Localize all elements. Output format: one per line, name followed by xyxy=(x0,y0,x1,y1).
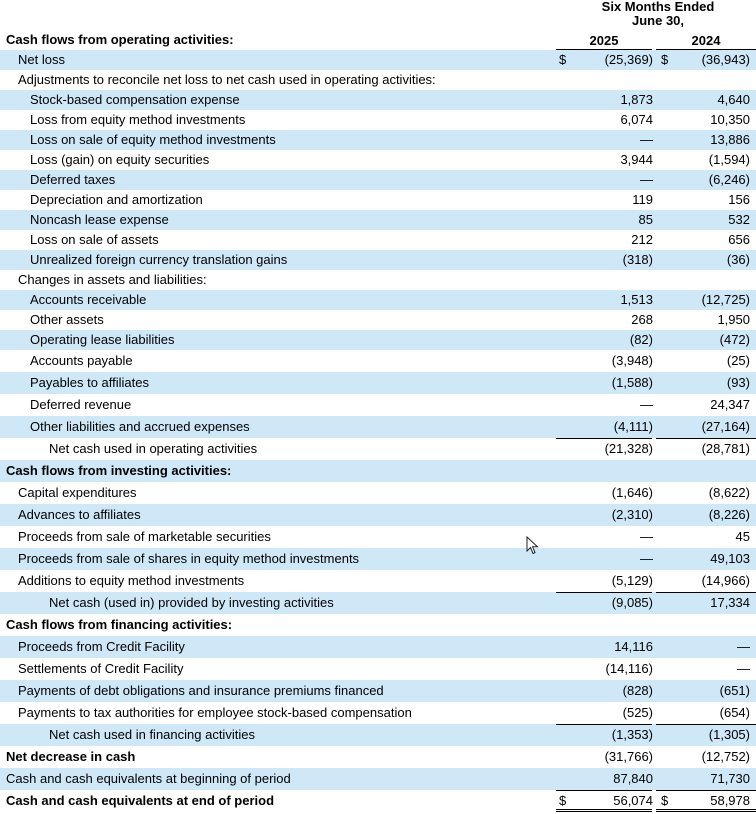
value-2025: 1,513 xyxy=(620,292,653,307)
table-row xyxy=(0,230,756,250)
value-2024: 4,640 xyxy=(717,92,750,107)
row-label: Net loss xyxy=(18,52,65,67)
value-2024: (28,781) xyxy=(701,441,750,456)
value-2025: (2,310) xyxy=(611,507,653,522)
value-2025: (82) xyxy=(629,332,653,347)
row-label: Settlements of Credit Facility xyxy=(18,661,184,676)
row-label: Net cash used in financing activities xyxy=(49,727,255,742)
value-2025: 3,944 xyxy=(620,152,653,167)
value-2024: (36,943) xyxy=(701,52,750,67)
table-row xyxy=(0,310,756,330)
row-label: Proceeds from sale of marketable securities xyxy=(18,529,271,544)
value-2024: 1,950 xyxy=(717,312,750,327)
value-2024: (472) xyxy=(719,332,750,347)
row-label: Depreciation and amortization xyxy=(30,192,203,207)
value-2025: 14,116 xyxy=(614,639,653,654)
table-row xyxy=(0,526,756,548)
table-row xyxy=(0,170,756,190)
value-2024: (651) xyxy=(719,683,750,698)
currency-symbol: $ xyxy=(559,52,567,67)
value-2025: (4,111) xyxy=(613,419,653,434)
table-row xyxy=(0,350,756,372)
cell-border-2024 xyxy=(656,460,756,482)
row-label: Cash and cash equivalents at beginning of period xyxy=(6,771,291,786)
table-row xyxy=(0,394,756,416)
value-2025: (14,116) xyxy=(605,661,653,676)
value-2025: (31,766) xyxy=(604,749,653,764)
table-row xyxy=(0,270,756,290)
table-row xyxy=(0,190,756,210)
currency-symbol: $ xyxy=(661,52,669,67)
row-label: Payments to tax authorities for employee stock-based compensation xyxy=(18,705,412,720)
row-label: Changes in assets and liabilities: xyxy=(18,272,207,287)
cell-border-2025 xyxy=(556,548,652,570)
row-label: Stock-based compensation expense xyxy=(30,92,240,107)
value-2024: (654) xyxy=(719,705,750,720)
row-label: Net cash (used in) provided by investing activities xyxy=(49,595,334,610)
value-2024: (12,725) xyxy=(701,292,750,307)
row-label: Cash flows from financing activities: xyxy=(6,617,233,632)
value-2024: (27,164) xyxy=(701,419,750,434)
value-2024: (8,622) xyxy=(708,485,750,500)
value-2024: (1,305) xyxy=(708,727,750,742)
value-2024: (25) xyxy=(726,353,750,368)
value-2025: (828) xyxy=(622,683,653,698)
row-label: Other assets xyxy=(30,312,104,327)
table-row xyxy=(0,702,756,724)
table-row xyxy=(0,680,756,702)
value-2024: 156 xyxy=(728,192,750,207)
cell-border-2024 xyxy=(656,614,756,636)
period-header-line2: June 30, xyxy=(631,13,685,28)
cash-flow-table xyxy=(0,30,756,812)
row-label: Capital expenditures xyxy=(18,485,137,500)
row-label: Payables to affiliates xyxy=(30,375,149,390)
row-label: Net decrease in cash xyxy=(6,749,136,764)
value-2024: 532 xyxy=(728,212,750,227)
value-2025: 85 xyxy=(638,212,653,227)
value-2024: 24,347 xyxy=(710,397,750,412)
value-2025: (1,588) xyxy=(611,375,653,390)
table-row xyxy=(0,570,756,592)
row-label: Accounts receivable xyxy=(30,292,147,307)
table-row xyxy=(0,724,756,746)
table-row xyxy=(0,658,756,680)
table-row xyxy=(0,90,756,110)
table-row xyxy=(0,548,756,570)
value-2025: — xyxy=(640,397,653,412)
value-2025: 56,074 xyxy=(613,793,653,808)
row-label: Other liabilities and accrued expenses xyxy=(30,419,250,434)
table-row xyxy=(0,592,756,614)
value-2024: (1,594) xyxy=(708,152,750,167)
row-label: Loss on sale of assets xyxy=(30,232,159,247)
table-row xyxy=(0,790,756,812)
value-2025: (25,369) xyxy=(604,52,653,67)
cell-border-2024 xyxy=(656,70,756,90)
value-2025: — xyxy=(640,551,653,566)
row-label: Accounts payable xyxy=(30,353,133,368)
table-row xyxy=(0,504,756,526)
row-label: Payments of debt obligations and insurance premiums financed xyxy=(18,683,384,698)
value-2025: (525) xyxy=(622,705,653,720)
table-row xyxy=(0,150,756,170)
table-row xyxy=(0,50,756,70)
table-row xyxy=(0,768,756,790)
value-2024: (36) xyxy=(726,252,750,267)
cell-border-2025 xyxy=(556,270,652,290)
table-row xyxy=(0,130,756,150)
value-2025: (5,129) xyxy=(611,573,653,588)
row-label: Deferred revenue xyxy=(30,397,132,412)
value-2024: 17,334 xyxy=(710,595,750,610)
value-2025: (1,353) xyxy=(611,727,653,742)
row-label: Advances to affiliates xyxy=(18,507,141,522)
row-label: Cash flows from investing activities: xyxy=(6,463,232,478)
value-2024: (12,752) xyxy=(701,749,750,764)
value-2024: — xyxy=(737,661,750,676)
table-row xyxy=(0,70,756,90)
table-row xyxy=(0,460,756,482)
value-2024: (6,246) xyxy=(708,172,750,187)
value-2025: (21,328) xyxy=(604,441,653,456)
value-2024: 656 xyxy=(728,232,750,247)
column-header-2024: 2024 xyxy=(656,32,756,50)
cell-border-2025 xyxy=(556,526,652,548)
value-2025: (318) xyxy=(622,252,653,267)
row-label: Operating lease liabilities xyxy=(30,332,175,347)
value-2024: 10,350 xyxy=(710,112,750,127)
row-label: Noncash lease expense xyxy=(30,212,169,227)
value-2025: — xyxy=(640,132,653,147)
value-2024: (8,226) xyxy=(708,507,750,522)
value-2024: 71,730 xyxy=(710,771,750,786)
table-row xyxy=(0,330,756,350)
table-row xyxy=(0,438,756,460)
mouse-pointer-icon xyxy=(526,536,540,556)
period-header-line1: Six Months Ended xyxy=(601,0,715,14)
currency-symbol: $ xyxy=(559,793,567,808)
row-label: Cash flows from operating activities: xyxy=(6,32,234,47)
table-row xyxy=(0,290,756,310)
table-row xyxy=(0,636,756,658)
table-row xyxy=(0,746,756,768)
cell-border-2024 xyxy=(656,270,756,290)
value-2025: 87,840 xyxy=(613,771,653,786)
value-2024: 13,886 xyxy=(710,132,750,147)
value-2025: — xyxy=(640,172,653,187)
value-2024: (14,966) xyxy=(701,573,750,588)
table-row xyxy=(0,614,756,636)
value-2025: 119 xyxy=(632,192,653,207)
currency-symbol: $ xyxy=(661,793,669,808)
value-2025: 6,074 xyxy=(620,112,653,127)
value-2025: (3,948) xyxy=(611,353,653,368)
value-2025: (9,085) xyxy=(611,595,653,610)
value-2024: (93) xyxy=(726,375,750,390)
row-label: Loss (gain) on equity securities xyxy=(30,152,210,167)
table-row xyxy=(0,372,756,394)
table-row xyxy=(0,110,756,130)
period-header xyxy=(560,0,756,28)
row-label: Additions to equity method investments xyxy=(18,573,245,588)
row-label: Net cash used in operating activities xyxy=(49,441,258,456)
cell-border-2025 xyxy=(556,70,652,90)
row-label: Adjustments to reconcile net loss to net cash used in operating activities: xyxy=(18,72,436,87)
table-row xyxy=(0,482,756,504)
cell-border-2025 xyxy=(556,614,652,636)
cell-border-2025 xyxy=(556,170,652,190)
table-row xyxy=(0,210,756,230)
value-2025: 212 xyxy=(631,232,653,247)
cell-border-2025 xyxy=(556,460,652,482)
row-label: Deferred taxes xyxy=(30,172,116,187)
value-2025: — xyxy=(640,529,653,544)
table-row xyxy=(0,416,756,438)
value-2025: (1,646) xyxy=(611,485,653,500)
value-2024: 45 xyxy=(735,529,750,544)
value-2024: 58,978 xyxy=(710,793,750,808)
value-2025: 268 xyxy=(631,312,653,327)
row-label: Loss from equity method investments xyxy=(30,112,246,127)
row-label: Loss on sale of equity method investments xyxy=(30,132,276,147)
column-header-2025: 2025 xyxy=(556,32,652,50)
row-label: Unrealized foreign currency translation gains xyxy=(30,252,288,267)
value-2024: 49,103 xyxy=(710,551,750,566)
table-row xyxy=(0,250,756,270)
value-2025: 1,873 xyxy=(620,92,653,107)
row-label: Cash and cash equivalents at end of period xyxy=(6,793,275,808)
row-label: Proceeds from sale of shares in equity method investments xyxy=(18,551,360,566)
value-2024: — xyxy=(737,639,750,654)
cell-border-2025 xyxy=(556,130,652,150)
row-label: Proceeds from Credit Facility xyxy=(18,639,185,654)
cell-border-2025 xyxy=(556,394,652,416)
